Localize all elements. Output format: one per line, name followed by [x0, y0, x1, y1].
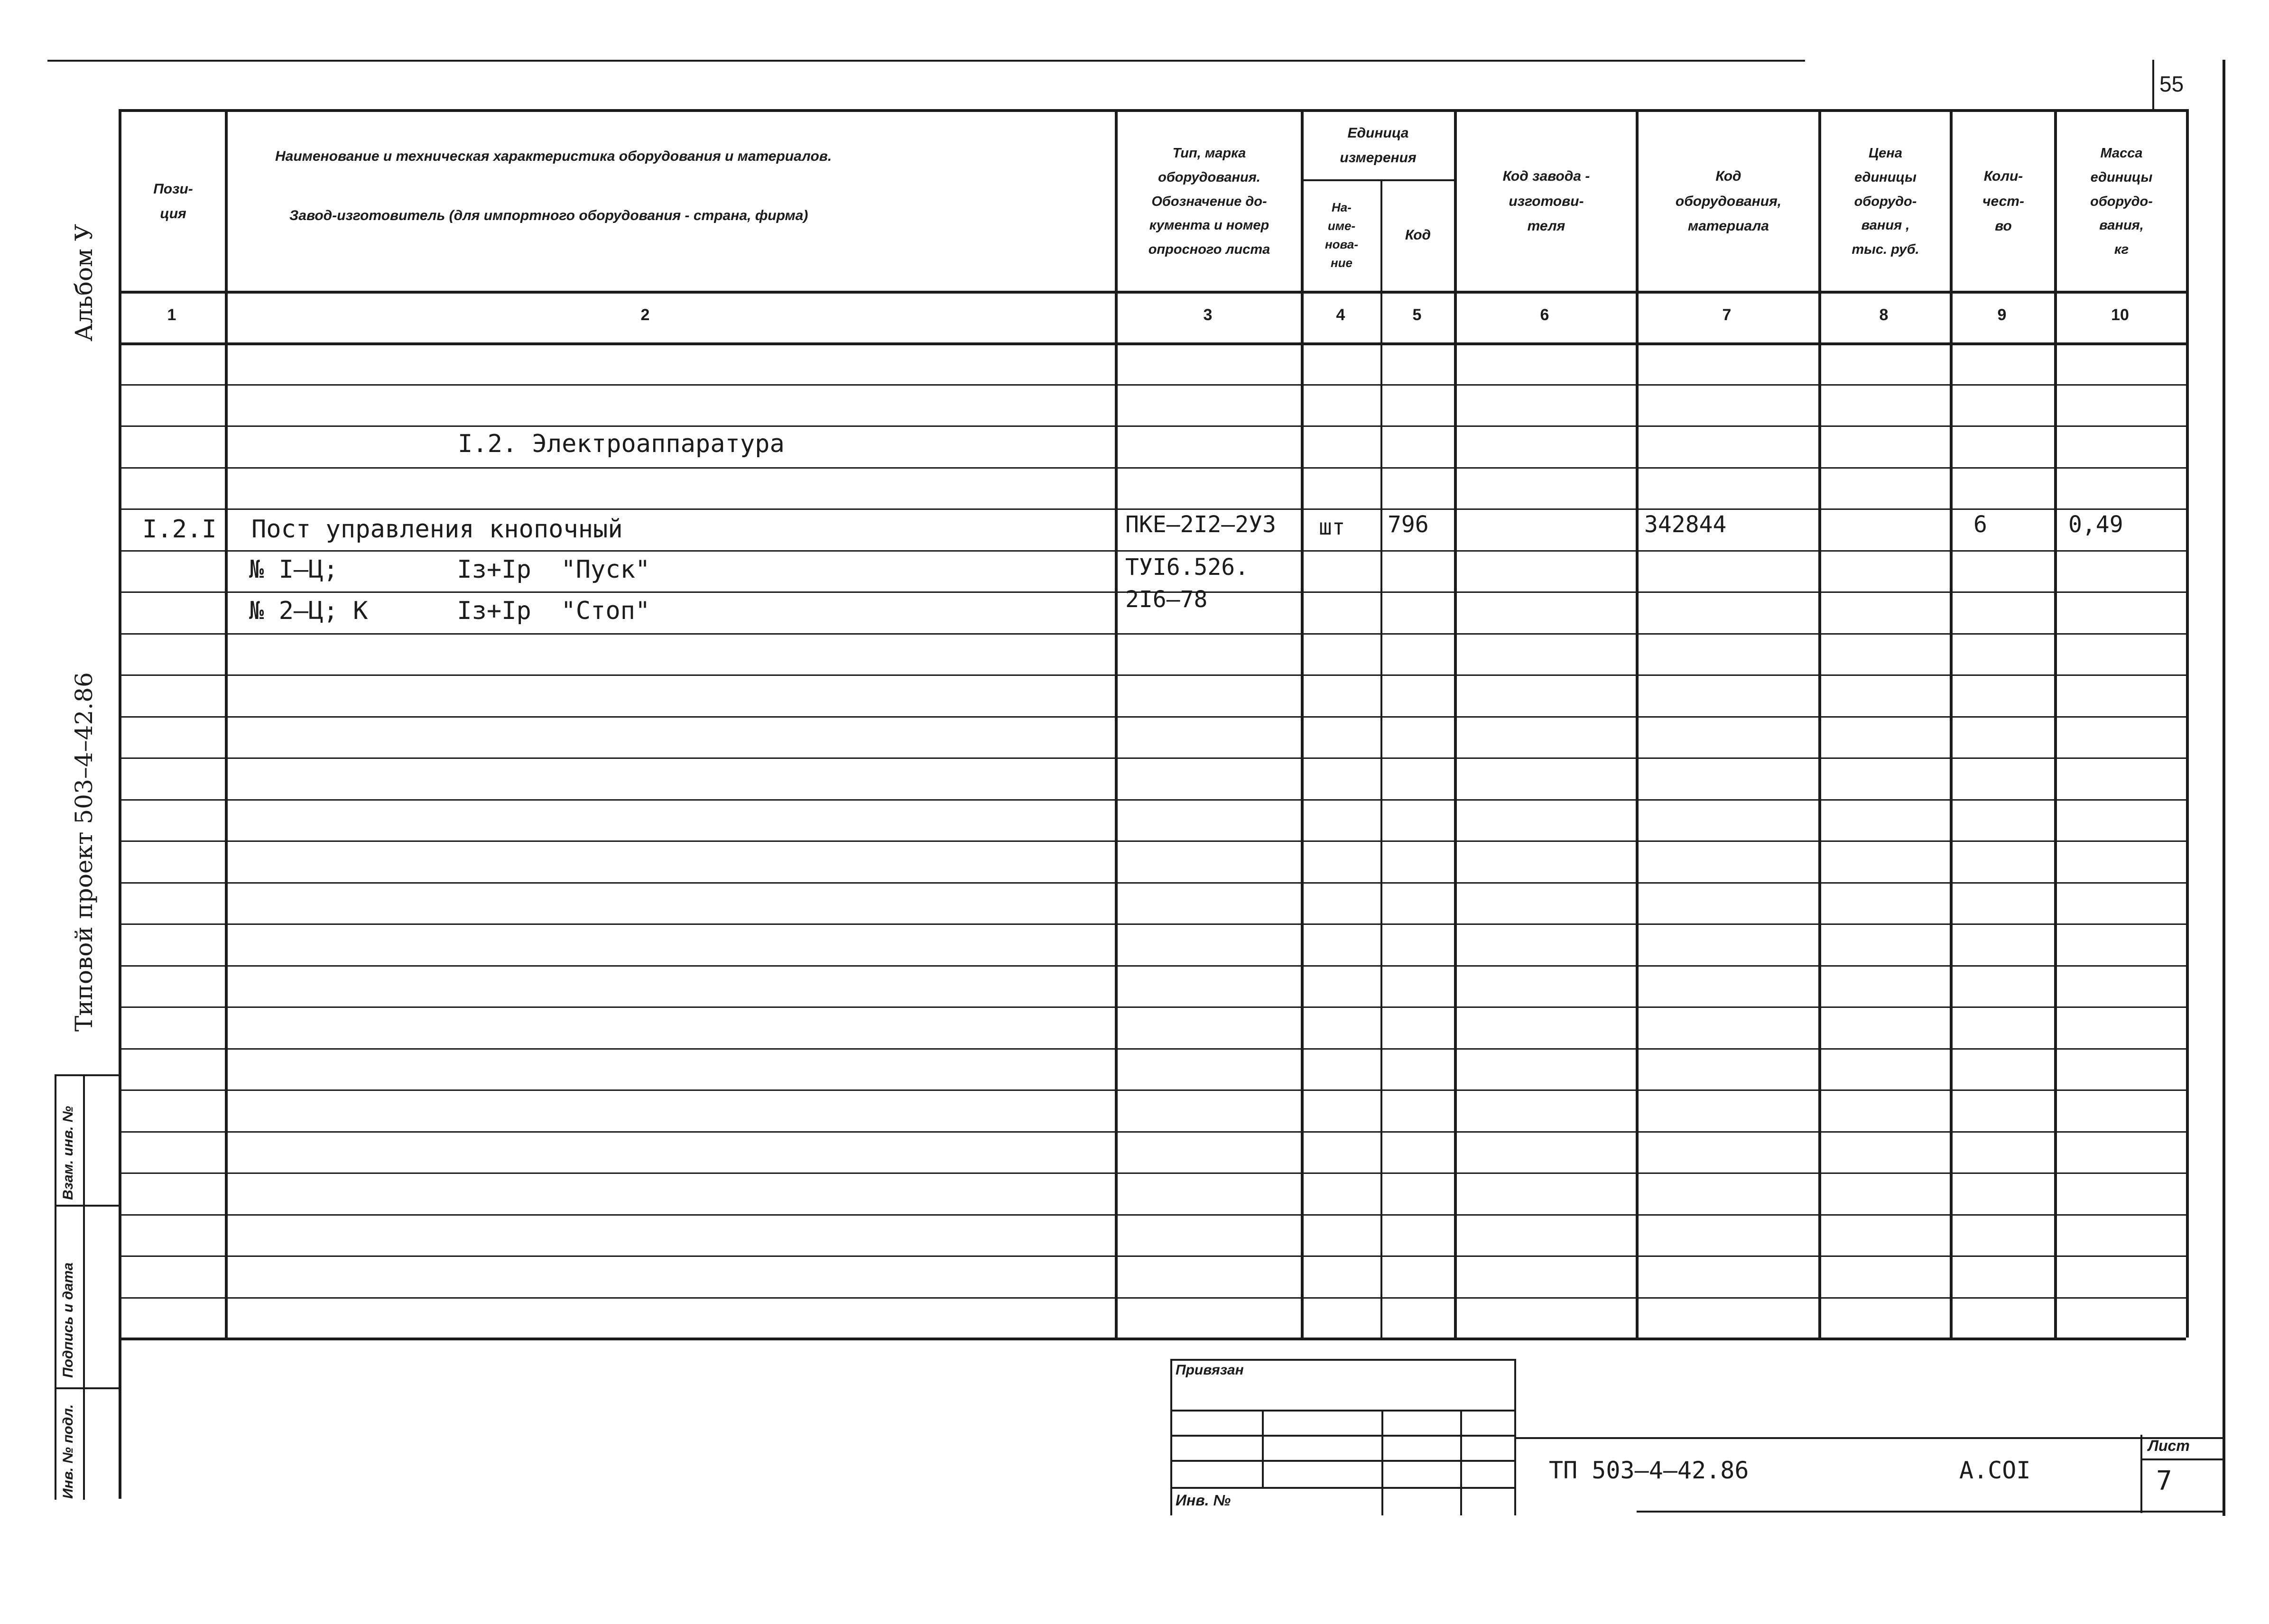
row-equipment-code: 342844: [1644, 511, 1727, 538]
row-name: № 2–Ц; К Iз+Iр "Стоп": [249, 597, 650, 625]
right-border-line: [2223, 60, 2225, 1516]
column-number-9: 9: [1997, 306, 2007, 324]
table-bottom-line: [119, 1338, 2186, 1340]
sheet-label: Лист: [2148, 1437, 2190, 1454]
row-name: Пост управления кнопочный: [251, 515, 623, 544]
header-factory-code: Код завода - изготови- теля: [1502, 168, 1590, 234]
column-number-10: 10: [2111, 306, 2129, 324]
row-mass: 0,49: [2068, 511, 2123, 538]
header-position: Пози- ция: [153, 181, 193, 221]
vzam-inv-label: Взам. инв. №: [60, 1106, 76, 1200]
header-mass: Масса единицы оборудо- вания, кг: [2090, 146, 2153, 258]
header-name-line2: Завод-изготовитель (для импортного оборудования - страна, фирма): [289, 207, 808, 223]
row-type: ТУI6.526.: [1125, 554, 1249, 581]
top-border-line: [47, 60, 1805, 62]
frame-left-line: [119, 109, 121, 1499]
row-unit-code: 796: [1388, 511, 1429, 538]
album-label: Альбом У: [70, 224, 98, 341]
header-price: Цена единицы оборудо- вания , тыс. руб.: [1852, 146, 1919, 258]
row-unit-name: шт: [1319, 514, 1345, 540]
row-position: I.2.I: [142, 515, 217, 544]
header-equipment-code: Код оборудования, материала: [1675, 168, 1782, 234]
project-label: Типовой проект 503–4–42.86: [70, 672, 98, 1032]
row-name: № I–Ц; Iз+Iр "Пуск": [249, 555, 650, 584]
inv-no-label: Инв. №: [1176, 1492, 1231, 1509]
inv-podl-label: Инв. № подл.: [60, 1404, 76, 1499]
podpis-data-label: Подпись и дата: [60, 1262, 76, 1378]
sheet-number: 7: [2156, 1466, 2172, 1496]
header-unit-code: Код: [1405, 227, 1431, 243]
column-number-8: 8: [1879, 306, 1889, 324]
column-number-5: 5: [1412, 306, 1422, 324]
album-code: А.СОI: [1959, 1457, 2031, 1484]
doc-code: ТП 503–4–42.86: [1549, 1457, 1749, 1484]
header-name-line1: Наименование и техническая характеристика оборудования и материалов.: [275, 148, 832, 164]
privyazan-label: Привязан: [1176, 1362, 1244, 1378]
header-bottom-line: [119, 291, 2186, 294]
page-number: 55: [2159, 72, 2184, 96]
table-top-line: [119, 109, 2186, 112]
header-unit-group: Единица измерения: [1340, 125, 1417, 166]
header-unit-name: На- име- нова- ние: [1324, 200, 1359, 270]
column-numbers-bottom-line: [119, 342, 2186, 345]
column-number-3: 3: [1203, 306, 1213, 324]
column-number-6: 6: [1540, 306, 1549, 324]
column-number-1: 1: [167, 306, 176, 324]
page-number-box-left: [2152, 60, 2154, 109]
row-quantity: 6: [1973, 511, 1987, 538]
column-number-7: 7: [1722, 306, 1732, 324]
section-title: I.2. Электроаппаратура: [458, 430, 785, 458]
column-number-2: 2: [640, 306, 650, 324]
row-type: ПКЕ–2I2–2У3: [1125, 511, 1276, 538]
row-type: 2I6–78: [1125, 586, 1208, 613]
header-type: Тип, марка оборудования. Обозначение до- кумента и номер опросного листа: [1148, 146, 1270, 258]
header-quantity: Коли- чест- во: [1982, 168, 2024, 234]
column-number-4: 4: [1336, 306, 1345, 324]
